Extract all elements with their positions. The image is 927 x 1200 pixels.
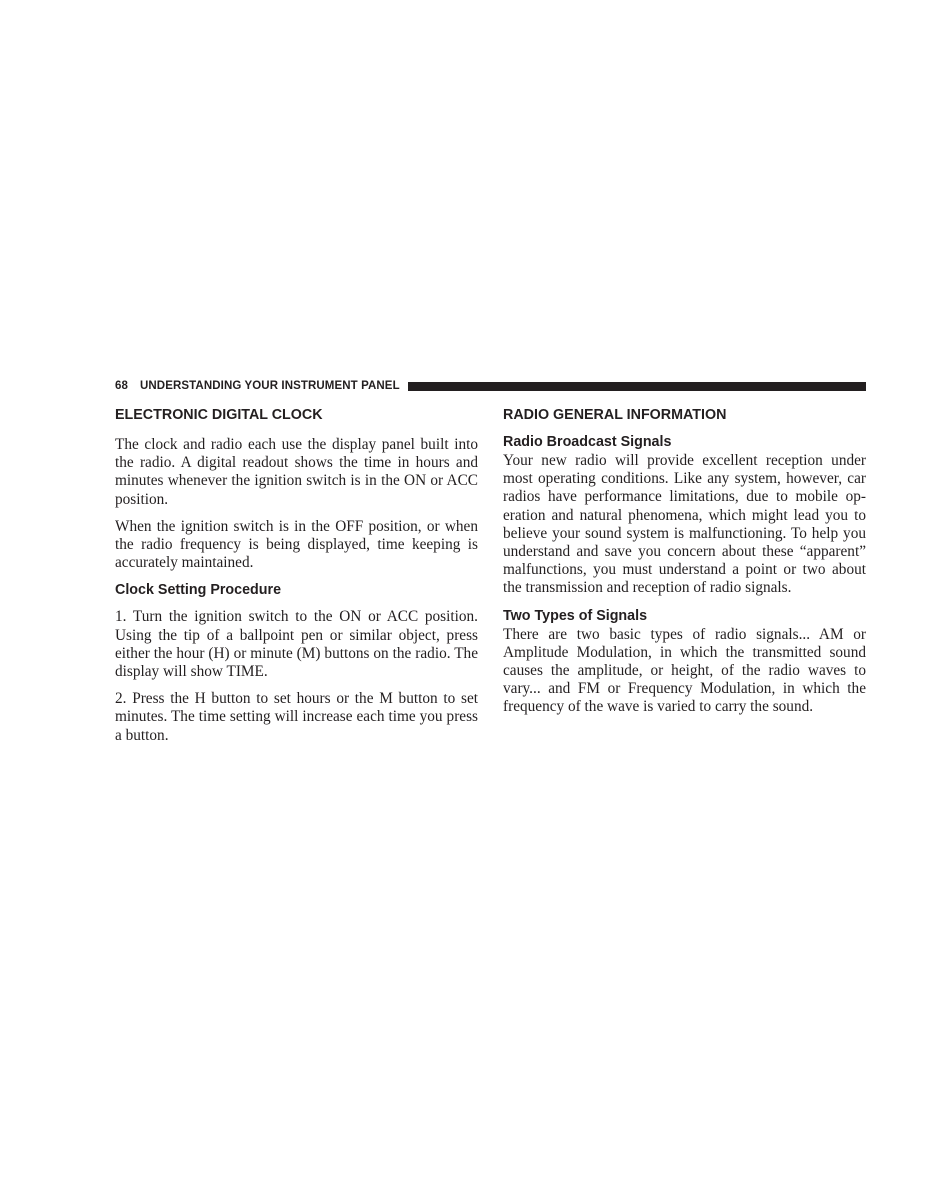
clock-paragraph-1: The clock and radio each use the display panel built into the radio. A digital readout shows the time in hours and minutes whenever the ignition switch is in the ON or ACC position. <box>115 436 478 508</box>
clock-setting-subheading: Clock Setting Procedure <box>115 582 282 599</box>
signal-types-paragraph: There are two basic types of radio signals... AM or Amplitude Modulation, in which the transmitted sound causes the amplitude, or height, of the radio waves to vary... and FM or Frequency Modulation, in which the frequency of the wave is varied to carry the sound. <box>503 625 866 716</box>
broadcast-signals-paragraph: Your new radio will provide excellent reception under most operating conditions. Like any system, however, car radios have performance limitations, due to mobile operation and natural phenomena, which might lead you to believe your sound system is malfunctioning. To help you understand and save you concern about these “apparent” malfunctions, you must understand a point or two about the transmission and reception of radio signals. <box>503 452 866 597</box>
clock-step-2: 2. Press the H button to set hours or the M button to set minutes. The time setting will increase each time you press a button. <box>115 690 478 744</box>
clock-heading: ELECTRONIC DIGITAL CLOCK <box>115 407 323 423</box>
left-column <box>115 406 478 754</box>
header-rule <box>408 382 866 391</box>
broadcast-signals-subheading: Radio Broadcast Signals <box>503 434 672 450</box>
clock-paragraph-2: When the ignition switch is in the OFF position, or when the radio frequency is being displayed, time keeping is accurately maintained. <box>115 517 478 572</box>
page-number: 68 <box>115 380 128 392</box>
section-title: UNDERSTANDING YOUR INSTRUMENT PANEL <box>140 380 400 392</box>
clock-step-1: 1. Turn the ignition switch to the ON or ACC position. Using the tip of a ballpoint pen or similar object, press either the hour (H) or minute (M) buttons on the radio. The display will show TIME. <box>115 608 478 681</box>
page-header <box>115 378 866 394</box>
right-column <box>503 406 866 726</box>
radio-heading: RADIO GENERAL INFORMATION <box>503 407 727 423</box>
signal-types-subheading: Two Types of Signals <box>503 607 648 624</box>
